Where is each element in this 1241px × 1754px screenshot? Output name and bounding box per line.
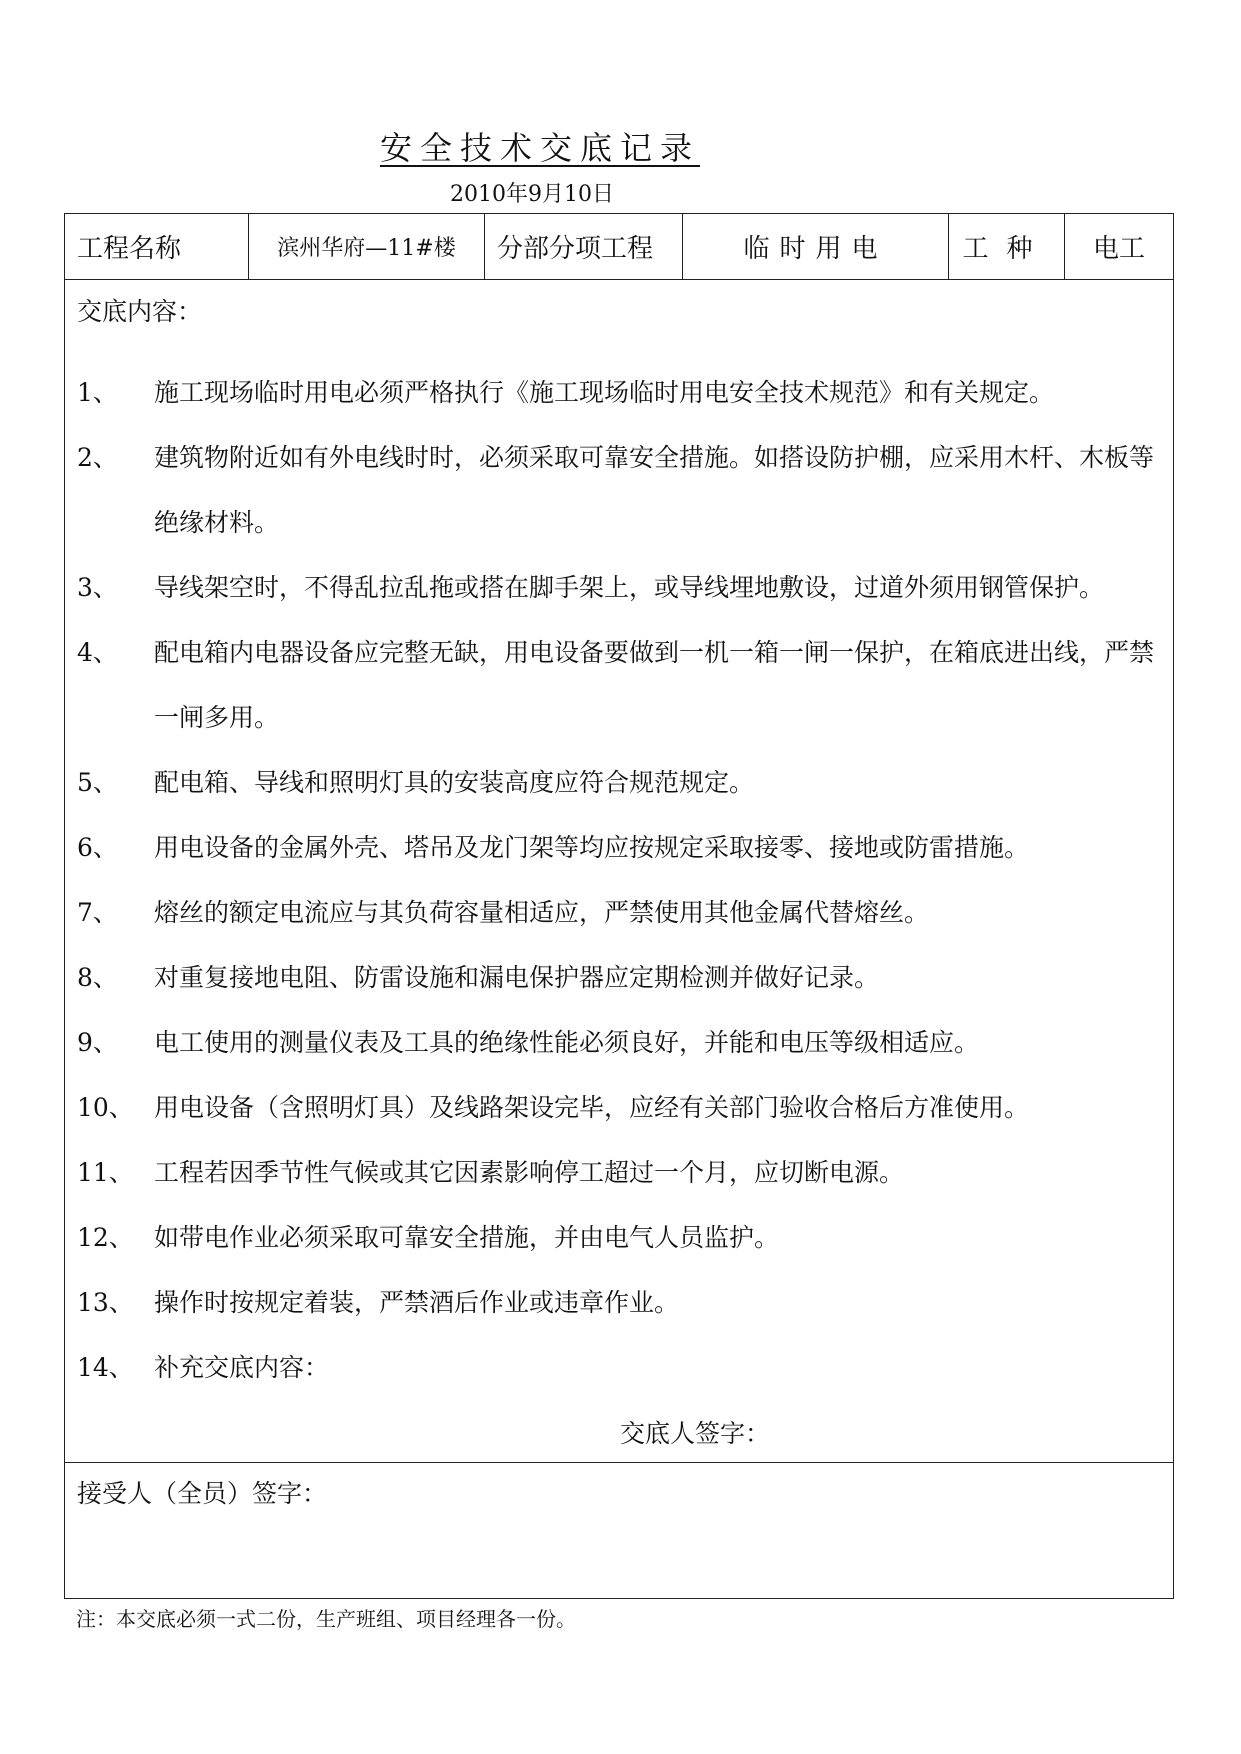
item-text: 用电设备的金属外壳、塔吊及龙门架等均应按规定采取接零、接地或防雷措施。 (154, 833, 1030, 862)
header-row (65, 214, 1173, 280)
item-text: 熔丝的额定电流应与其负荷容量相适应，严禁使用其他金属代替熔丝。 (154, 898, 930, 927)
item-number: 13、 (77, 1288, 134, 1317)
item-text: 建筑物附近如有外电线时时，必须采取可靠安全措施。如搭设防护棚，应采用木杆、木板等绝缘材料。 (154, 443, 1155, 537)
item-number: 6、 (77, 833, 118, 862)
footnote: 注：本交底必须一式二份，生产班组、项目经理各一份。 (76, 1607, 576, 1631)
item-text: 电工使用的测量仪表及工具的绝缘性能必须良好，并能和电压等级相适应。 (154, 1028, 980, 1057)
document-title: 安全技术交底记录 (379, 129, 700, 167)
project-name-value: 滨州华府—11#楼 (249, 214, 485, 279)
list-item (77, 1010, 1167, 1075)
item-number: 1、 (77, 378, 118, 407)
content-label: 交底内容： (77, 297, 203, 326)
record-table (64, 213, 1174, 1599)
item-number: 7、 (77, 898, 118, 927)
item-number: 4、 (77, 638, 118, 667)
item-text: 导线架空时，不得乱拉乱拖或搭在脚手架上，或导线埋地敷设，过道外须用钢管保护。 (154, 573, 1105, 602)
item-number: 9、 (77, 1028, 118, 1057)
item-number: 8、 (77, 963, 118, 992)
item-text: 用电设备（含照明灯具）及线路架设完毕，应经有关部门验收合格后方准使用。 (154, 1093, 1030, 1122)
item-text: 操作时按规定着装，严禁酒后作业或违章作业。 (154, 1288, 680, 1317)
list-item (77, 1140, 1167, 1205)
document-date: 2010年9月10日 (450, 182, 614, 207)
item-number: 3、 (77, 573, 118, 602)
list-item (77, 1075, 1167, 1140)
list-item (77, 1335, 1167, 1400)
subproject-value: 临时用电 (683, 214, 949, 279)
item-number: 12、 (77, 1223, 134, 1252)
list-item (77, 620, 1167, 750)
item-text: 配电箱、导线和照明灯具的安装高度应符合规范规定。 (154, 768, 755, 797)
list-item (77, 815, 1167, 880)
list-item (77, 945, 1167, 1010)
item-text: 工程若因季节性气候或其它因素影响停工超过一个月，应切断电源。 (154, 1158, 905, 1187)
item-text: 施工现场临时用电必须严格执行《施工现场临时用电安全技术规范》和有关规定。 (154, 378, 1055, 407)
receiver-signature-label: 接受人（全员）签字： (77, 1479, 328, 1508)
briefing-content (65, 280, 1173, 1463)
item-number: 11、 (77, 1158, 134, 1187)
item-text: 配电箱内电器设备应完整无缺，用电设备要做到一机一箱一闸一保护，在箱底进出线，严禁一闸多用。 (154, 638, 1155, 732)
list-item (77, 425, 1167, 555)
project-name-label: 工程名称 (65, 214, 249, 279)
list-item (77, 750, 1167, 815)
item-text: 如带电作业必须采取可靠安全措施，并由电气人员监护。 (154, 1223, 780, 1252)
item-number: 10、 (77, 1093, 134, 1122)
list-item (77, 360, 1167, 425)
briefing-items (77, 360, 1167, 1400)
list-item (77, 555, 1167, 620)
briefer-signature-label: 交底人签字： (620, 1419, 771, 1448)
trade-value: 电工 (1092, 234, 1145, 264)
item-number: 14、 (77, 1353, 134, 1382)
item-text: 对重复接地电阻、防雷设施和漏电保护器应定期检测并做好记录。 (154, 963, 880, 992)
item-number: 2、 (77, 443, 118, 472)
trade-label: 工种 (949, 214, 1065, 279)
list-item (77, 880, 1167, 945)
item-text: 补充交底内容： (154, 1353, 330, 1382)
list-item (77, 1270, 1167, 1335)
list-item (77, 1205, 1167, 1270)
item-number: 5、 (77, 768, 118, 797)
subproject-label: 分部分项工程 (485, 214, 683, 279)
